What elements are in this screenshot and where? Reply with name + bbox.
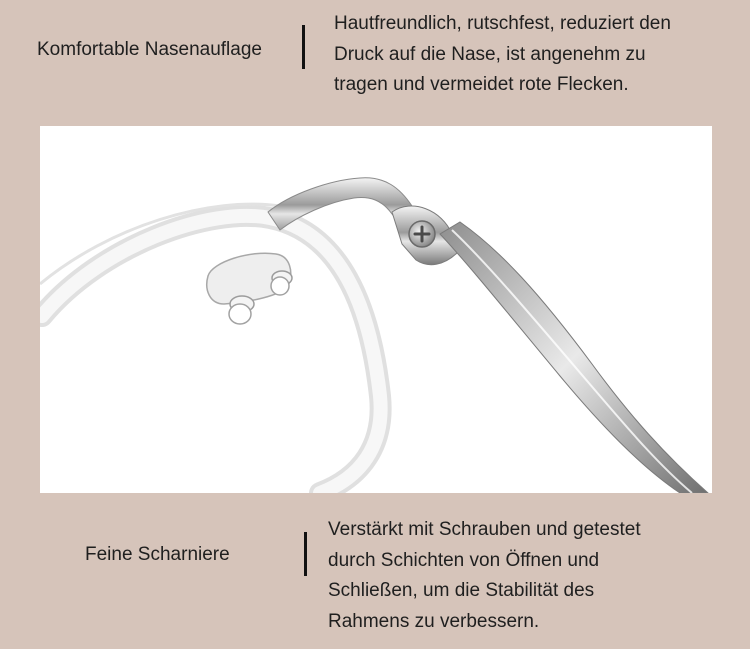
hinge-divider xyxy=(304,532,307,576)
hinge-description xyxy=(328,515,641,637)
nose-pad-description-line: Hautfreundlich, rutschfest, reduziert den xyxy=(334,13,671,34)
hinge-description-line: Rahmens zu verbessern. xyxy=(328,610,540,632)
hinge-description-line: durch Schichten von Öffnen und xyxy=(328,549,600,571)
nose-pad-description xyxy=(334,9,671,101)
nose-pad-description-line: tragen und vermeidet rote Flecken. xyxy=(334,74,629,95)
glasses-closeup-illustration xyxy=(40,126,712,493)
nose-pad-divider xyxy=(302,25,305,69)
nose-pad-description-line: Druck auf die Nase, ist angenehm zu xyxy=(334,43,646,65)
hinge-description-line: Verstärkt mit Schrauben und getestet xyxy=(328,519,641,540)
nose-pad-title: Komfortable Nasenauflage xyxy=(37,39,262,60)
hinge-description-line: Schließen, um die Stabilität des xyxy=(328,580,595,601)
product-photo xyxy=(40,126,712,493)
temple-arm xyxy=(440,222,708,493)
hinge-title: Feine Scharniere xyxy=(85,544,230,565)
